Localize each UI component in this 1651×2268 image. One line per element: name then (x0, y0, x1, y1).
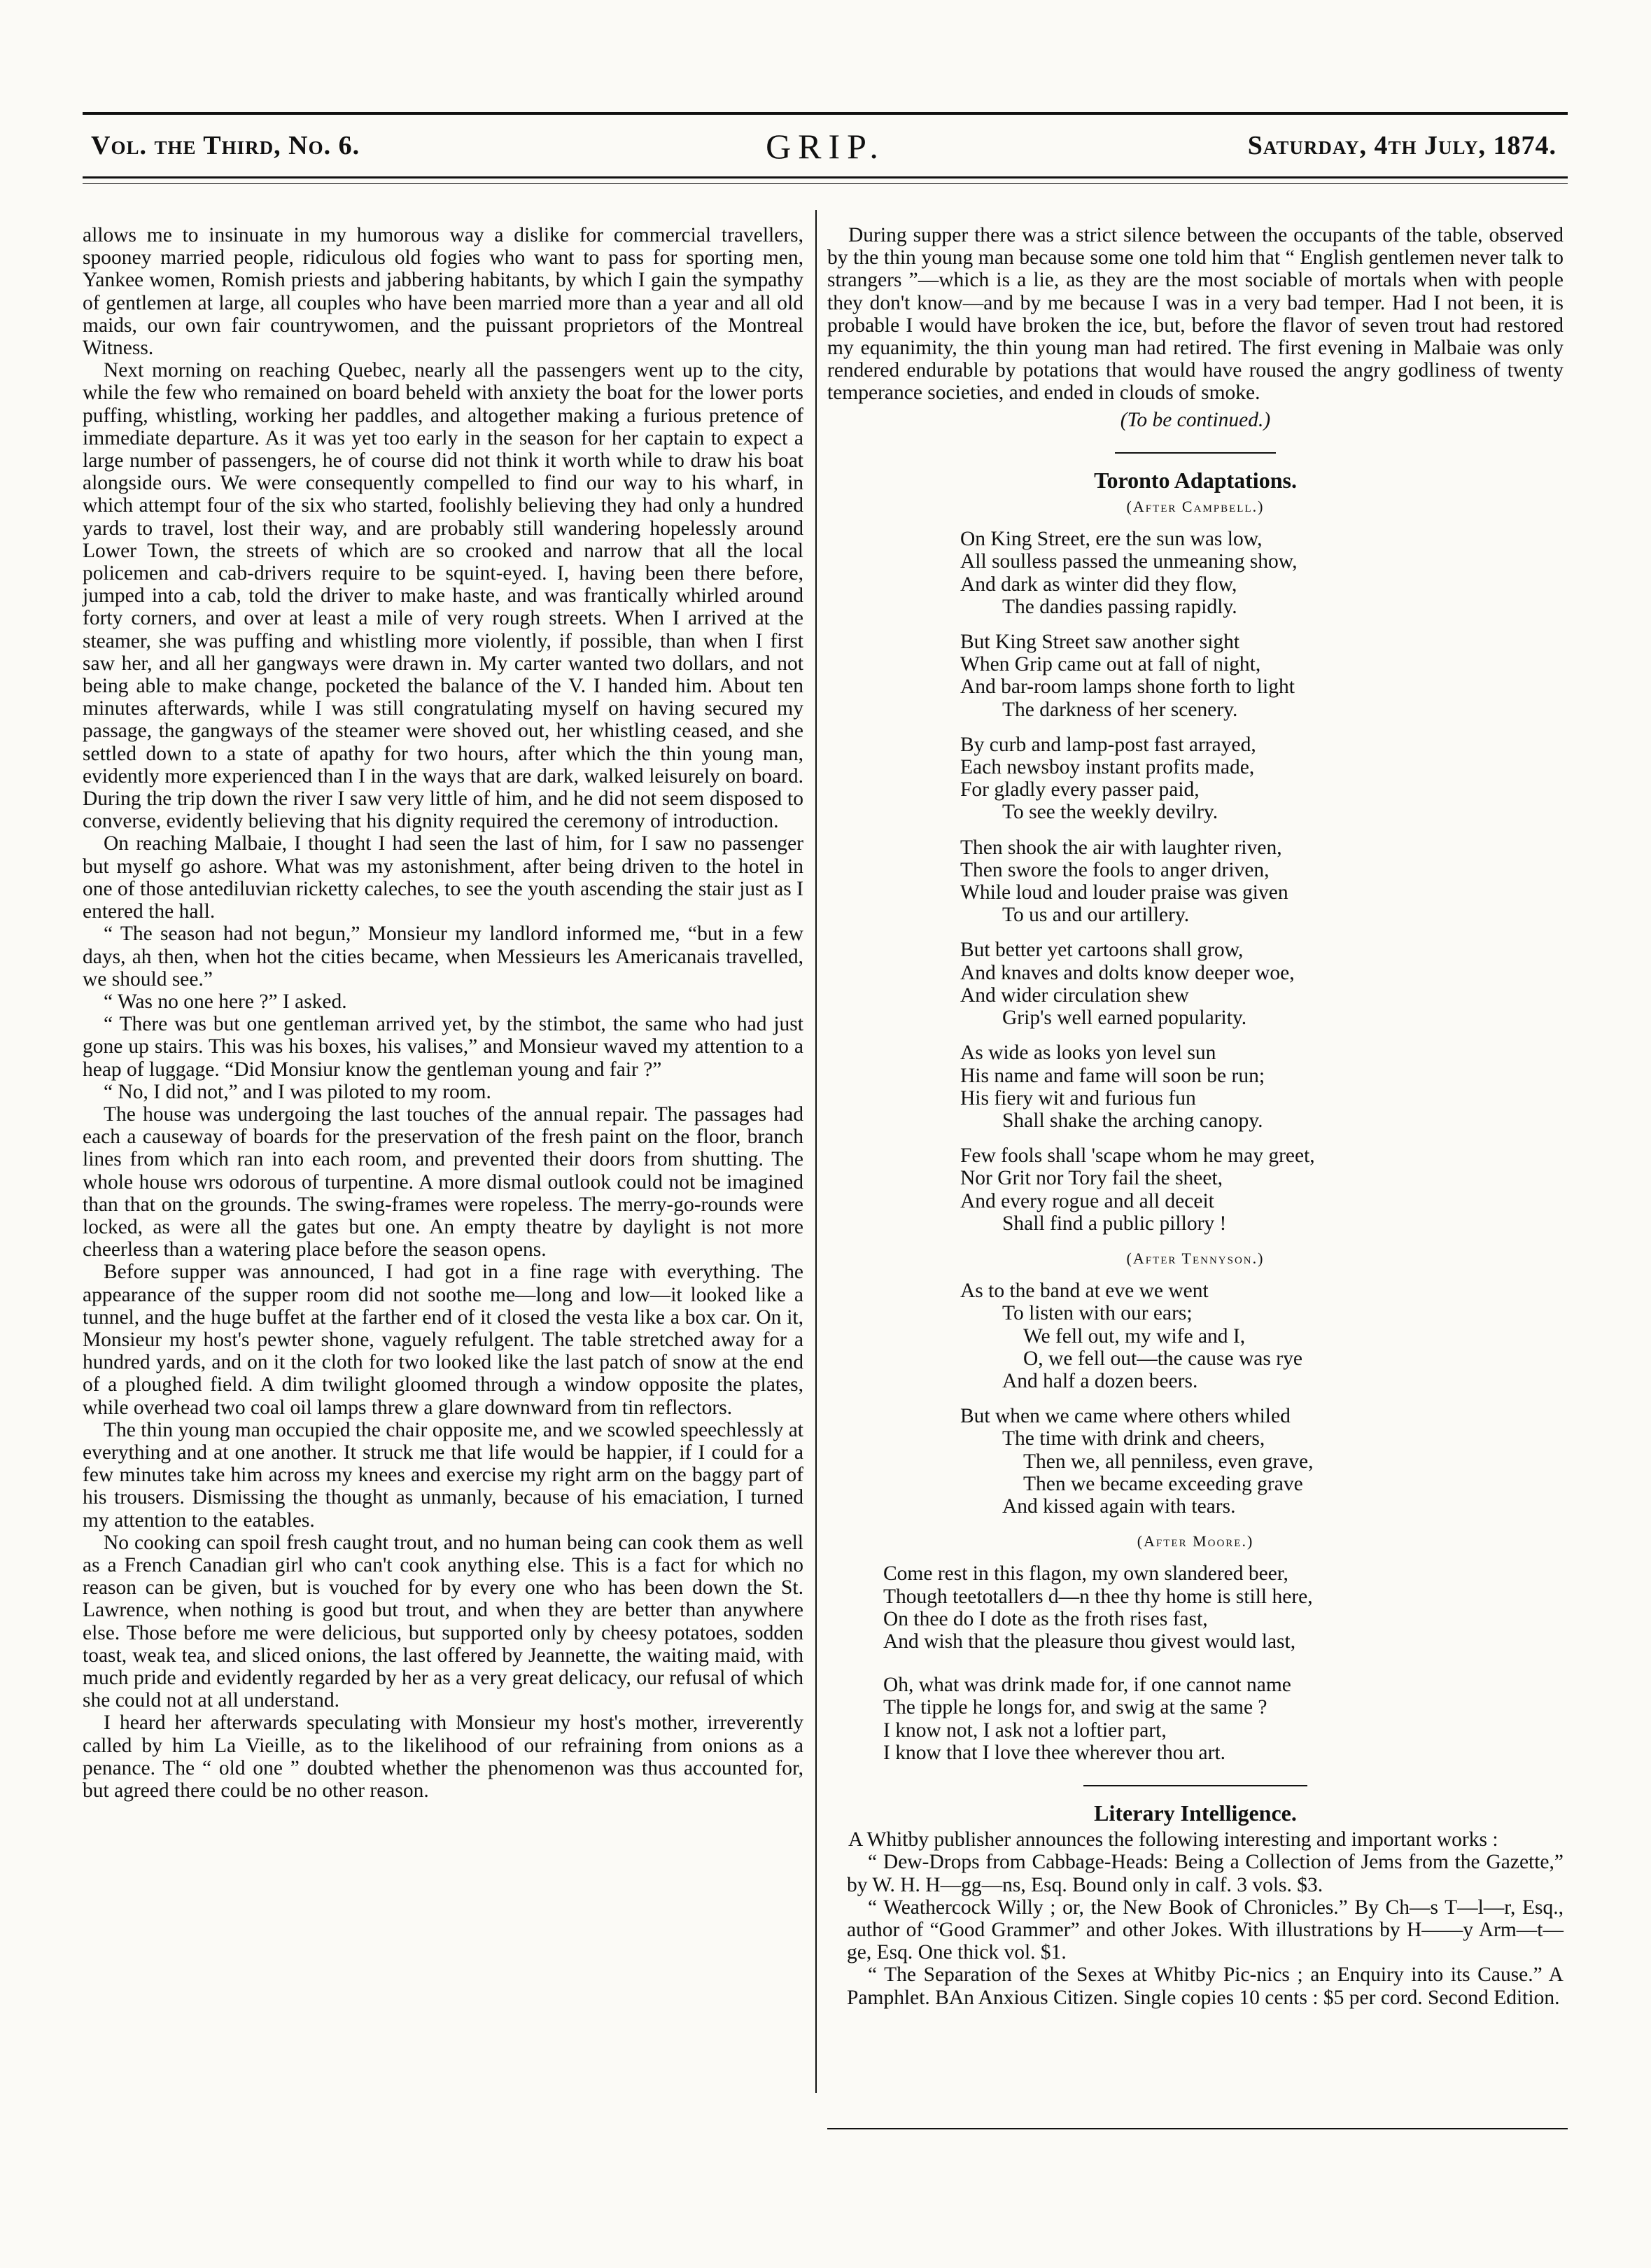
left-column (83, 224, 803, 1802)
verse-line: As wide as looks yon level sun (960, 1042, 1216, 1065)
verse-line: The time with drink and cheers, (1002, 1427, 1265, 1450)
verse-line: And knaves and dolts know deeper woe, (960, 961, 1295, 984)
paragraph: No cooking can spoil fresh caught trout, and no human being can cook them as well as a French Canadian girl who can't cook anything else. This is a fact for which no reason can be given, but is vouched for by every one who has been down the St. Lawrence, when nothing is good but trout, and when they are better than anywhere else. Those before me were delicious, but supported only by cheesy potatoes, sodden toast, weak tea, and sliced onions, the last offered by Jeannette, the waiting maid, with much pride and evidently regarded by her as a very great delicacy, our refusal of which she could not at all understand. (83, 1531, 803, 1712)
verse-line: Then swore the fools to anger driven, (960, 858, 1270, 881)
verse-line: His fiery wit and furious fun (960, 1086, 1196, 1110)
section-divider (1083, 1785, 1307, 1786)
masthead-title: GRIP. (766, 127, 885, 166)
paragraph: Next morning on reaching Quebec, nearly all the passengers went up to the city, while the few who remained on board beheld with anxiety the boat for the lower ports puffing, whistling, working her paddles, and altogether making a furious pretence of immediate departure. As it was yet too early in the season for her captain to expect a large number of passengers, he of course did not think it worth while to draw his boat alongside ours. We were consequently compelled to find our way to his wharf, in which attempt four of the six who started, foolishly believing they had only a hundred yards to travel, lost their way, and are probably still wandering hopelessly around Lower Town, the streets of which are so crooked and narrow that all the local policemen and cab-drivers require to be squint-eyed. I, having been there before, jumped into a cab, told the driver to make haste, and was frantically whirled around forty corners, and over at least a mile of very rough streets. When I arrived at the steamer, she was puffing and whistling more violently, if possible, than when I first saw her, and all her gangways were drawn in. My carter wanted two dollars, and not being able to make change, pocketed the balance of the V. I handed him. About ten minutes afterwards, while I was still congratulating myself on having secured my passage, the gangways of the steamer were shoved out, her whistling ceased, and she settled down to a state of apathy for two hours, after which the thin young man, evidently more experienced than I in the ways that are dark, walked leisurely on board. During the trip down the river I saw very little of him, and he did not seem disposed to converse, evidently believing that his dignity required the ceremony of introduction. (83, 359, 803, 833)
stanza (883, 1562, 1564, 1653)
stanza (883, 1674, 1564, 1764)
literary-entry: “ Dew-Drops from Cabbage-Heads: Being a Collection of Jems from the Gazette,” by W. H. H—gg—ns, Esq. Bound only in calf. 3 vols. $3. (847, 1851, 1564, 1896)
paragraph: During supper there was a strict silence between the occupants of the table, observed by the thin young man because some one told him that “ English gentlemen never talk to strangers ”—which is a lie, as they are the most sociable of mortals when with people they don't know—and by me because I was in a very bad temper. Had I not been, it is probable I would have broken the ice, but, before the flavor of seven trout had restored my equanimity, the thin young man had retired. The first evening in Malbaie was only rendered endurable by potations that would have roused the angry godliness of twenty temperance societies, and ended in clouds of smoke. (827, 224, 1564, 405)
issue-date: Saturday, 4th July, 1874. (1247, 131, 1557, 160)
right-column (827, 224, 1564, 2009)
verse-line: And dark as winter did they flow, (960, 573, 1237, 596)
stanza (960, 1144, 1564, 1235)
stanza (960, 528, 1564, 618)
paragraph: Before supper was announced, I had got in a fine rage with everything. The appearance of the supper room did not soothe me—long and low—it looked like a tunnel, and the huge buffet at the farther end of it closed the vesta like a box car. On it, Monsieur my host's pewter shone, vaguely refulgent. The table stretched away for a hundred yards, and on it the cloth for two looked like the last patch of snow at the end of a ploughed field. A dim twilight gloomed through a window opposite the plates, while overhead two coal oil lamps threw a glare downward from tin reflectors. (83, 1261, 803, 1419)
paragraph: “ No, I did not,” and I was piloted to my room. (104, 1080, 491, 1103)
paragraph: “ Was no one here ?” I asked. (104, 990, 347, 1013)
verse-line: Come rest in this flagon, my own slandered beer, (883, 1562, 1288, 1586)
verse-line: We fell out, my wife and I, (1023, 1324, 1246, 1348)
stanza (960, 1405, 1564, 1518)
verse-line: Nor Grit nor Tory fail the sheet, (960, 1167, 1223, 1190)
poems-title: Toronto Adaptations. (1094, 467, 1297, 493)
verse-line: As to the band at eve we went (960, 1280, 1209, 1303)
verse-line: But King Street saw another sight (960, 631, 1240, 654)
verse-line: And wish that the pleasure thou givest would last, (883, 1630, 1296, 1653)
verse-line: His name and fame will soon be run; (960, 1064, 1265, 1087)
paragraph: allows me to insinuate in my humorous way a dislike for commercial travellers, spooney married people, ridiculous old fogies who want to pass for sporting men, Yankee women, Romish priests and jabbering habitants, by which I gain the sympathy of gentlemen at large, all couples who have been married more than a year and all old maids, our own fair countrywomen, and the puissant proprietors of the Montreal Witness. (83, 224, 803, 360)
verse-line: The dandies passing rapidly. (1002, 595, 1237, 618)
paragraph: I heard her afterwards speculating with Monsieur my host's mother, irreverently called by him La Vieille, as to the likelihood of our refraining from onions as a penance. The “ old one ” doubted whether the phenomenon was thus accounted for, but agreed there could be no other reason. (83, 1712, 803, 1802)
paragraph: “ The season had not begun,” Monsieur my landlord informed me, “but in a few days, ah then, when hot the cities became, when Messieurs les Americanais travelled, we should see.” (83, 923, 803, 990)
poem-tennyson (960, 1280, 1564, 1518)
paragraph: On reaching Malbaie, I thought I had seen the last of him, for I saw no passenger but myself go ashore. What was my astonishment, after being driven to the hotel in one of those antediluvian ricketty caleches, to see the youth ascending the stair just as I entered the hall. (83, 832, 803, 923)
bottom-rule (827, 2128, 1568, 2129)
poem-moore (883, 1562, 1564, 1764)
verse-line: All soulless passed the unmeaning show, (960, 550, 1298, 573)
stanza (960, 1042, 1564, 1132)
poem-campbell (960, 528, 1564, 1235)
verse-line: Then shook the air with laughter riven, (960, 836, 1282, 859)
verse-line: Though teetotallers d—n thee thy home is still here, (883, 1585, 1313, 1608)
literary-entry: “ The Separation of the Sexes at Whitby Pic-nics ; an Enquiry into its Cause.” A Pamphlet. BAn Anxious Citizen. Single copies 10 cents : $5 per cord. Second Edition. (847, 1963, 1564, 2009)
literary-intro: A Whitby publisher announces the following interesting and important works : (848, 1828, 1498, 1851)
verse-line: To us and our artillery. (1002, 904, 1190, 927)
attribution-campbell: (After Campbell.) (1126, 498, 1265, 516)
section-divider (1115, 452, 1276, 454)
verse-line: And half a dozen beers. (1002, 1369, 1198, 1392)
verse-line: Shall find a public pillory ! (1002, 1212, 1227, 1235)
top-rule (83, 112, 1568, 115)
verse-line: Then we became exceeding grave (1023, 1472, 1303, 1495)
paragraph: “ There was but one gentleman arrived yet, by the stimbot, the same who had just gone up stairs. This was his boxes, his valises,” and Monsieur waved my attention to a heap of luggage. “Did Monsiur know the gentleman young and fair ?” (83, 1013, 803, 1081)
verse-line: I know that I love thee wherever thou art. (883, 1741, 1226, 1764)
attribution-moore: (After Moore.) (1137, 1532, 1254, 1550)
verse-line: The darkness of her scenery. (1002, 698, 1238, 721)
verse-line: Oh, what was drink made for, if one cannot name (883, 1674, 1291, 1697)
stanza (960, 836, 1564, 927)
header-rule-thin (83, 183, 1568, 184)
verse-line: Shall shake the arching canopy. (1002, 1109, 1263, 1132)
literary-entry: “ Weathercock Willy ; or, the New Book of Chronicles.” By Ch—s T—l—r, Esq., author of “Good Grammer” and other Jokes. With illustrations by H——y Arm—t—ge, Esq. One thick vol. $1. (847, 1896, 1564, 1964)
verse-line: O, we fell out—the cause was rye (1023, 1347, 1302, 1370)
verse-line: But when we came where others whiled (960, 1405, 1291, 1428)
paragraph: The thin young man occupied the chair opposite me, and we scowled speechlessly at everything and at one another. It struck me that life would be happier, if I could for a few minutes take him across my knees and exercise my right arm on the baggy part of his trousers. Dismissing the thought as unmanly, because of his emaciation, I turned my attention to the eatables. (83, 1418, 803, 1532)
verse-line: To see the weekly devilry. (1002, 801, 1218, 824)
verse-line: And every rogue and all deceit (960, 1189, 1214, 1212)
header-rule (83, 176, 1568, 178)
continued-note: (To be continued.) (1120, 408, 1271, 431)
volume-label: Vol. the Third, No. 6. (91, 131, 360, 160)
verse-line: And bar-room lamps shone forth to light (960, 676, 1295, 699)
stanza (960, 939, 1564, 1029)
verse-line: The tipple he longs for, and swig at the same ? (883, 1696, 1267, 1719)
verse-line: On thee do I dote as the froth rises fast, (883, 1607, 1208, 1630)
column-divider (815, 210, 817, 2093)
verse-line: And wider circulation shew (960, 983, 1189, 1007)
stanza (960, 631, 1564, 721)
verse-line: But better yet cartoons shall grow, (960, 939, 1244, 962)
verse-line: Grip's well earned popularity. (1002, 1007, 1247, 1030)
stanza (960, 734, 1564, 824)
verse-line: Each newsboy instant profits made, (960, 756, 1255, 779)
attribution-tennyson: (After Tennyson.) (1126, 1249, 1265, 1267)
verse-line: To listen with our ears; (1002, 1302, 1193, 1325)
verse-line: I know not, I ask not a loftier part, (883, 1718, 1167, 1742)
verse-line: Then we, all penniless, even grave, (1023, 1450, 1314, 1473)
paragraph: The house was undergoing the last touches of the annual repair. The passages had each a causeway of boards for the preservation of the fresh paint on the floor, branch lines from which ran into each room, and prevented their doors from shutting. The whole house wrs odorous of turpentine. A more dismal outlook could not be imagined than that on the grounds. The swing-frames were ropeless. The merry-go-rounds were locked, as were all the gates but one. An empty theatre by daylight is not more cheerless than a watering place before the season opens. (83, 1102, 803, 1261)
verse-line: For gladly every passer paid, (960, 778, 1200, 802)
literary-title: Literary Intelligence. (1094, 1800, 1297, 1826)
verse-line: Few fools shall 'scape whom he may greet, (960, 1144, 1315, 1168)
verse-line: By curb and lamp-post fast arrayed, (960, 733, 1256, 756)
stanza (960, 1280, 1564, 1392)
verse-line: On King Street, ere the sun was low, (960, 528, 1263, 551)
verse-line: When Grip came out at fall of night, (960, 653, 1261, 676)
verse-line: And kissed again with tears. (1002, 1494, 1236, 1518)
verse-line: While loud and louder praise was given (960, 881, 1288, 904)
